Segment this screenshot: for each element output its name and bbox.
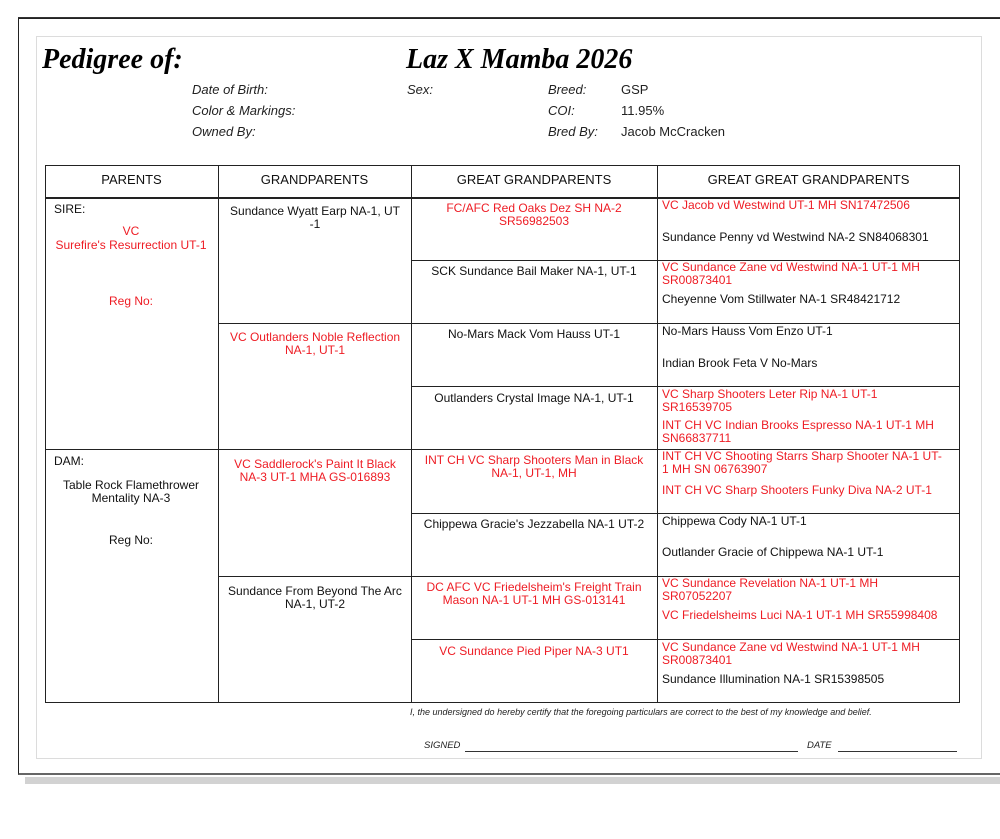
great-grandparent-cell: FC/AFC Red Oaks Dez SH NA-2 SR56982503 <box>446 201 622 228</box>
ggp-dam: Sundance Penny vd Westwind NA-2 SN84068301 <box>662 230 929 244</box>
sex-label: Sex: <box>407 82 434 97</box>
ggp-dam: Indian Brook Feta V No-Mars <box>662 356 818 370</box>
column-divider <box>657 165 658 703</box>
ggp-sire: INT CH VC Shooting Starrs Sharp Shooter NA-1 UT-1 MH SN 06763907 <box>662 449 942 476</box>
great-grandparent-cell: INT CH VC Sharp Shooters Man in Black NA-1, UT-1, MH <box>424 453 644 480</box>
ggp-dam: INT CH VC Indian Brooks Espresso NA-1 UT-1 MH SN66837711 <box>662 418 934 445</box>
grandparent-cell: Sundance Wyatt Earp NA-1, UT -1 <box>230 204 400 231</box>
sire-reg-no: Reg No: <box>108 294 154 308</box>
great-grandparent-cell: No-Mars Mack Vom Hauss UT-1 <box>447 327 621 341</box>
ggp-sire: Chippewa Cody NA-1 UT-1 <box>662 514 807 528</box>
bred-by-label: Bred By: <box>548 124 598 139</box>
ggp-sire: VC Sundance Revelation NA-1 UT-1 MH SR07052207 <box>662 576 879 603</box>
ggp-dam: Sundance Illumination NA-1 SR15398505 <box>662 672 885 686</box>
ggp-sire: VC Sundance Zane vd Westwind NA-1 UT-1 MH SR00873401 <box>662 260 920 287</box>
sire-name: Surefire's Resurrection UT-1 <box>55 238 207 252</box>
certification-statement: I, the undersigned do hereby certify that the foregoing particulars are correct to the best of my knowledge and belief. <box>410 707 872 717</box>
ggp-sire: VC Sharp Shooters Leter Rip NA-1 UT-1 SR16539705 <box>662 387 878 414</box>
great-grandparent-cell: DC AFC VC Friedelsheim's Freight Train Mason NA-1 UT-1 MH GS-013141 <box>426 580 642 607</box>
grandparent-cell: VC Saddlerock's Paint It Black NA-3 UT-1 MHA GS-016893 <box>234 457 396 484</box>
row-divider <box>218 323 960 324</box>
great-grandparent-cell: SCK Sundance Bail Maker NA-1, UT-1 <box>431 264 637 278</box>
dam-label: DAM: <box>54 454 84 468</box>
column-header-grandparents: GRANDPARENTS <box>260 172 369 187</box>
column-header-parents: PARENTS <box>101 172 162 187</box>
dam-name: Table Rock Flamethrower Mentality NA-3 <box>62 478 200 505</box>
ggp-sire: No-Mars Hauss Vom Enzo UT-1 <box>662 324 833 338</box>
coi-value: 11.95% <box>621 103 665 118</box>
date-label: DATE <box>807 740 832 751</box>
date-line[interactable] <box>838 751 957 752</box>
column-header-great-great-grandparents: GREAT GREAT GRANDPARENTS <box>707 172 910 187</box>
ggp-sire: VC Sundance Zane vd Westwind NA-1 UT-1 MH SR00873401 <box>662 640 920 667</box>
grandparent-cell: Sundance From Beyond The Arc NA-1, UT-2 <box>228 584 402 611</box>
great-grandparent-cell: Chippewa Gracie's Jezzabella NA-1 UT-2 <box>423 517 645 531</box>
signature-line[interactable] <box>465 751 798 752</box>
dam-reg-no: Reg No: <box>108 533 154 547</box>
title-prefix: Pedigree of: <box>42 44 183 75</box>
color-markings-label: Color & Markings: <box>192 103 296 118</box>
signed-label: SIGNED <box>424 740 461 751</box>
bred-by-value: Jacob McCracken <box>621 124 726 139</box>
dog-name-title: Laz X Mamba 2026 <box>406 44 633 75</box>
ggp-dam: INT CH VC Sharp Shooters Funky Diva NA-2 UT-1 <box>662 483 932 497</box>
breed-label: Breed: <box>548 82 587 97</box>
dob-label: Date of Birth: <box>192 82 268 97</box>
column-divider <box>218 165 219 703</box>
owned-by-label: Owned By: <box>192 124 256 139</box>
great-grandparent-cell: VC Sundance Pied Piper NA-3 UT1 <box>439 644 629 658</box>
grandparent-cell: VC Outlanders Noble Reflection NA-1, UT-1 <box>229 330 401 357</box>
column-divider <box>411 165 412 703</box>
frame-shadow <box>25 777 1000 784</box>
ggp-dam: Cheyenne Vom Stillwater NA-1 SR48421712 <box>662 292 901 306</box>
ggp-sire: VC Jacob vd Westwind UT-1 MH SN17472506 <box>662 198 910 212</box>
coi-label: COI: <box>548 103 575 118</box>
breed-value: GSP <box>621 82 649 97</box>
ggp-dam: Outlander Gracie of Chippewa NA-1 UT-1 <box>662 545 884 559</box>
great-grandparent-cell: Outlanders Crystal Image NA-1, UT-1 <box>434 391 634 405</box>
ggp-dam: VC Friedelsheims Luci NA-1 UT-1 MH SR55998408 <box>662 608 938 622</box>
sire-label: SIRE: <box>54 202 86 216</box>
sire-title: VC <box>122 224 140 238</box>
column-header-great-grandparents: GREAT GRANDPARENTS <box>456 172 612 187</box>
